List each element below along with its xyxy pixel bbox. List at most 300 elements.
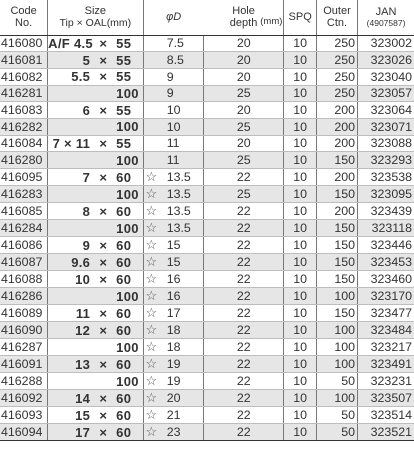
size-tip-value: 9: [82, 237, 91, 253]
cell-outer-diameter: 16: [165, 288, 204, 305]
cell-star-mark: [143, 85, 165, 102]
cell-outer-carton: 250: [316, 85, 357, 102]
table-row: [0, 356, 414, 373]
size-tip-value: 7 × 11: [52, 135, 91, 151]
size-tip-value: 9.6: [71, 254, 91, 270]
table-row: [0, 339, 414, 356]
cell-jan: 323217: [358, 339, 414, 356]
size-tip: [48, 103, 90, 118]
cell-outer-diameter: 18: [165, 339, 204, 356]
cell-code: 416080: [0, 35, 48, 52]
size-oal-value: 60: [116, 424, 132, 440]
cell-jan: 323026: [358, 52, 414, 69]
cell-star-mark: ☆: [143, 390, 165, 407]
cell-size: [48, 407, 143, 424]
cell-outer-diameter: 16: [165, 271, 204, 288]
table-row: [0, 407, 414, 424]
cell-star-mark: ☆: [143, 305, 165, 322]
cell-spq: 10: [284, 186, 317, 203]
size-oal-value: 55: [116, 69, 132, 85]
cell-outer-carton: 200: [316, 135, 357, 152]
cell-outer-diameter: 13.5: [165, 203, 204, 220]
cell-jan: 323071: [358, 118, 414, 135]
cell-hole-depth: 22: [204, 390, 284, 407]
cell-outer-diameter: 7.5: [165, 35, 204, 52]
header-jan: [358, 0, 414, 35]
cell-size: [48, 237, 143, 254]
cell-jan: 323446: [358, 237, 414, 254]
cell-outer-diameter: 15: [165, 237, 204, 254]
size-oal-value: 60: [116, 237, 132, 253]
cell-star-mark: ☆: [143, 356, 165, 373]
cell-size: [48, 52, 143, 69]
cell-outer-diameter: 19: [165, 356, 204, 373]
size-times-sign: ×: [99, 169, 107, 185]
size-tip: [48, 69, 90, 84]
cell-hole-depth: 22: [204, 203, 284, 220]
size-oal-value: 60: [116, 390, 132, 406]
size-times-sign: ×: [99, 356, 107, 372]
table-row: [0, 85, 414, 102]
cell-size: [48, 186, 143, 203]
header-jan-subtitle: (4907587): [366, 17, 406, 28]
cell-spq: 10: [284, 339, 317, 356]
cell-outer-diameter: 13.5: [165, 220, 204, 237]
header-size-title: Size: [84, 5, 107, 18]
table-row: [0, 152, 414, 169]
cell-spq: 10: [284, 288, 317, 305]
header-code: [0, 0, 48, 35]
cell-outer-diameter: 13.5: [165, 186, 204, 203]
cell-code: 416086: [0, 237, 48, 254]
cell-jan: 323521: [358, 424, 414, 441]
cell-hole-depth: 22: [204, 373, 284, 390]
cell-hole-depth: 25: [204, 186, 284, 203]
size-tip: [48, 170, 90, 185]
cell-star-mark: ☆: [143, 339, 165, 356]
cell-outer-carton: 250: [316, 52, 357, 69]
cell-star-mark: [143, 35, 165, 52]
cell-hole-depth: 22: [204, 322, 284, 339]
cell-code: 416092: [0, 390, 48, 407]
size-times-sign: ×: [99, 102, 107, 118]
cell-star-mark: [143, 102, 165, 119]
size-tip: [48, 306, 90, 321]
cell-jan: 323118: [358, 220, 414, 237]
cell-size: [48, 203, 143, 220]
size-tip-value: 13: [75, 356, 91, 372]
header-spq: [284, 0, 317, 35]
cell-hole-depth: 20: [204, 35, 284, 52]
cell-spq: 10: [284, 203, 317, 220]
cell-outer-diameter: 11: [165, 135, 204, 152]
cell-size: [48, 356, 143, 373]
cell-jan: 323507: [358, 390, 414, 407]
size-oal-value: 60: [116, 305, 132, 321]
size-tip-value: 5: [82, 52, 91, 68]
cell-code: 416081: [0, 52, 48, 69]
header-hole-subtitle: depth: [229, 17, 258, 30]
size-oal-value: 60: [116, 169, 132, 185]
cell-hole-depth: 22: [204, 424, 284, 441]
cell-outer-carton: 150: [316, 305, 357, 322]
cell-size: [48, 68, 143, 85]
cell-jan: 323002: [358, 35, 414, 52]
cell-spq: 10: [284, 102, 317, 119]
size-oal-value: 60: [116, 322, 132, 338]
cell-code: 416280: [0, 152, 48, 169]
cell-hole-depth: 22: [204, 288, 284, 305]
cell-spq: 10: [284, 118, 317, 135]
cell-outer-diameter: 11: [165, 152, 204, 169]
cell-code: 416082: [0, 68, 48, 85]
cell-jan: 323460: [358, 271, 414, 288]
size-tip: [48, 425, 90, 440]
size-tip-value: 10: [75, 271, 91, 287]
cell-star-mark: ☆: [143, 373, 165, 390]
cell-hole-depth: 25: [204, 85, 284, 102]
cell-outer-diameter: 17: [165, 305, 204, 322]
size-oal-value: 55: [116, 35, 132, 51]
cell-outer-diameter: 10: [165, 118, 204, 135]
table-row: [0, 237, 414, 254]
size-times-sign: ×: [99, 254, 107, 270]
cell-size: [48, 85, 143, 102]
size-oal-value: 55: [116, 135, 132, 151]
size-oal-value: 60: [116, 356, 132, 372]
cell-outer-carton: 200: [316, 102, 357, 119]
size-tip: [48, 255, 90, 270]
cell-code: 416284: [0, 220, 48, 237]
cell-jan: 323491: [358, 356, 414, 373]
table-row: [0, 373, 414, 390]
cell-hole-depth: 25: [204, 152, 284, 169]
header-spq-label: SPQ: [288, 11, 312, 24]
cell-outer-carton: 100: [316, 339, 357, 356]
cell-code: 416281: [0, 85, 48, 102]
cell-outer-carton: 150: [316, 152, 357, 169]
header-outer-diameter: [143, 0, 204, 35]
cell-spq: 10: [284, 322, 317, 339]
cell-hole-depth: 22: [204, 237, 284, 254]
cell-hole-depth: 22: [204, 271, 284, 288]
cell-star-mark: [143, 135, 165, 152]
header-outer-title: Outer: [323, 5, 351, 18]
size-times-sign: ×: [99, 35, 107, 51]
cell-outer-carton: 250: [316, 35, 357, 52]
cell-size: [48, 322, 143, 339]
header-unit-mm: (mm): [260, 16, 283, 27]
cell-jan: 323170: [358, 288, 414, 305]
cell-outer-diameter: 9: [165, 85, 204, 102]
size-times-sign: ×: [99, 135, 107, 151]
cell-hole-depth: 22: [204, 407, 284, 424]
cell-code: 416283: [0, 186, 48, 203]
cell-code: 416090: [0, 322, 48, 339]
size-tip: [48, 272, 90, 287]
cell-code: 416083: [0, 102, 48, 119]
cell-outer-diameter: 8.5: [165, 52, 204, 69]
size-tip-value: 7: [82, 169, 91, 185]
header-size: [48, 0, 143, 35]
cell-jan: 323477: [358, 305, 414, 322]
cell-jan: 323088: [358, 135, 414, 152]
cell-size: [48, 220, 143, 237]
cell-outer-diameter: 21: [165, 407, 204, 424]
cell-outer-carton: 50: [316, 407, 357, 424]
cell-hole-depth: 20: [204, 68, 284, 85]
cell-size: [48, 305, 143, 322]
size-oal-value: 60: [116, 254, 132, 270]
cell-jan: 323514: [358, 407, 414, 424]
header-outer-diameter-label: φD: [166, 11, 182, 24]
size-times-sign: ×: [99, 237, 107, 253]
cell-jan: 323095: [358, 186, 414, 203]
cell-size: [48, 390, 143, 407]
size-tip-value: 6: [82, 102, 91, 118]
size-tip-value: 14: [75, 390, 91, 406]
cell-spq: 10: [284, 135, 317, 152]
size-times-sign: ×: [99, 271, 107, 287]
table-row: [0, 102, 414, 119]
size-tip-value: 4.5: [73, 35, 93, 51]
cell-outer-carton: 150: [316, 220, 357, 237]
cell-code: 416087: [0, 254, 48, 271]
table-row: [0, 305, 414, 322]
cell-outer-carton: 100: [316, 390, 357, 407]
size-tip: [48, 238, 90, 253]
cell-code: 416091: [0, 356, 48, 373]
cell-jan: 323439: [358, 203, 414, 220]
cell-size: [48, 254, 143, 271]
table-row: [0, 169, 414, 186]
cell-outer-carton: 50: [316, 424, 357, 441]
cell-size: [48, 288, 143, 305]
cell-star-mark: ☆: [143, 322, 165, 339]
size-oal-value: 55: [116, 52, 132, 68]
cell-spq: 10: [284, 237, 317, 254]
cell-star-mark: [143, 152, 165, 169]
table-row: [0, 118, 414, 135]
cell-jan: 323293: [358, 152, 414, 169]
cell-jan: 323040: [358, 68, 414, 85]
size-tip: [48, 204, 90, 219]
cell-spq: 10: [284, 220, 317, 237]
cell-outer-carton: 250: [316, 68, 357, 85]
size-tip-value: 8: [82, 203, 91, 219]
cell-code: 416088: [0, 271, 48, 288]
table-row: [0, 288, 414, 305]
size-oal-value: 100: [116, 85, 139, 101]
cell-hole-depth: 20: [204, 135, 284, 152]
cell-outer-diameter: 9: [165, 68, 204, 85]
cell-outer-carton: 150: [316, 254, 357, 271]
size-tip: [48, 391, 90, 406]
cell-spq: 10: [284, 356, 317, 373]
table-header: [0, 0, 414, 35]
size-oal-value: 100: [116, 119, 139, 135]
cell-outer-carton: 200: [316, 203, 357, 220]
cell-code: 416093: [0, 407, 48, 424]
cell-star-mark: ☆: [143, 271, 165, 288]
size-oal-value: 100: [116, 339, 139, 355]
cell-size: [48, 169, 143, 186]
cell-spq: 10: [284, 373, 317, 390]
cell-spq: 10: [284, 68, 317, 85]
cell-hole-depth: 25: [204, 118, 284, 135]
cell-star-mark: ☆: [143, 237, 165, 254]
size-tip: [48, 323, 90, 338]
header-hole-depth: [204, 0, 284, 35]
cell-outer-diameter: 13.5: [165, 169, 204, 186]
cell-spq: 10: [284, 254, 317, 271]
header-code-label: Code No.: [10, 5, 37, 30]
cell-code: 416089: [0, 305, 48, 322]
size-oal-value: 100: [116, 152, 139, 168]
cell-outer-diameter: 19: [165, 373, 204, 390]
cell-hole-depth: 20: [204, 102, 284, 119]
table-row: [0, 424, 414, 441]
cell-hole-depth: 22: [204, 254, 284, 271]
size-tip-value: 15: [75, 407, 91, 423]
cell-code: 416287: [0, 339, 48, 356]
header-size-subtitle: Tip × OAL(mm): [59, 17, 132, 30]
cell-star-mark: ☆: [143, 254, 165, 271]
size-times-sign: ×: [99, 390, 107, 406]
cell-outer-carton: 150: [316, 237, 357, 254]
size-oal-value: 60: [116, 271, 132, 287]
cell-jan: 323057: [358, 85, 414, 102]
table-row: [0, 135, 414, 152]
cell-spq: 10: [284, 305, 317, 322]
size-times-sign: ×: [99, 305, 107, 321]
cell-star-mark: [143, 68, 165, 85]
size-tip: [48, 136, 90, 151]
cell-jan: 323538: [358, 169, 414, 186]
size-tip-value: 11: [75, 305, 91, 321]
cell-outer-carton: 100: [316, 288, 357, 305]
cell-code: 416085: [0, 203, 48, 220]
cell-code: 416282: [0, 118, 48, 135]
cell-hole-depth: 22: [204, 305, 284, 322]
size-oal-value: 100: [116, 373, 139, 389]
cell-star-mark: ☆: [143, 424, 165, 441]
header-outer-subtitle: Ctn.: [326, 17, 348, 30]
cell-size: [48, 339, 143, 356]
size-tip-value: 12: [75, 322, 91, 338]
cell-size: [48, 35, 143, 52]
size-oal-value: 60: [116, 203, 132, 219]
cell-outer-diameter: 20: [165, 390, 204, 407]
cell-code: 416094: [0, 424, 48, 441]
cell-hole-depth: 22: [204, 339, 284, 356]
cell-spq: 10: [284, 85, 317, 102]
size-times-sign: ×: [99, 203, 107, 219]
cell-size: [48, 271, 143, 288]
table-row: [0, 390, 414, 407]
header-outer-carton: [316, 0, 357, 35]
cell-size: [48, 424, 143, 441]
size-tip-value: 17: [75, 424, 91, 440]
size-times-sign: ×: [99, 322, 107, 338]
cell-jan: 323231: [358, 373, 414, 390]
cell-spq: 10: [284, 169, 317, 186]
size-times-sign: ×: [99, 424, 107, 440]
size-oal-value: 100: [116, 288, 139, 304]
cell-code: 416095: [0, 169, 48, 186]
cell-spq: 10: [284, 35, 317, 52]
size-tip-value: 5.5: [71, 69, 91, 85]
table-row: [0, 35, 414, 52]
size-times-sign: ×: [99, 407, 107, 423]
cell-jan: 323064: [358, 102, 414, 119]
size-tip: [48, 357, 90, 372]
cell-spq: 10: [284, 152, 317, 169]
cell-spq: 10: [284, 390, 317, 407]
cell-hole-depth: 22: [204, 220, 284, 237]
cell-outer-carton: 150: [316, 271, 357, 288]
cell-star-mark: ☆: [143, 186, 165, 203]
size-tip: [48, 408, 90, 423]
cell-size: [48, 373, 143, 390]
cell-outer-carton: 200: [316, 118, 357, 135]
size-oal-value: 55: [116, 102, 132, 118]
cell-spq: 10: [284, 407, 317, 424]
cell-outer-diameter: 23: [165, 424, 204, 441]
cell-star-mark: ☆: [143, 203, 165, 220]
cell-size: [48, 118, 143, 135]
cell-spq: 10: [284, 271, 317, 288]
cell-hole-depth: 22: [204, 169, 284, 186]
cell-code: 416288: [0, 373, 48, 390]
cell-code: 416084: [0, 135, 48, 152]
cell-outer-diameter: 15: [165, 254, 204, 271]
cell-jan: 323484: [358, 322, 414, 339]
table-row: [0, 52, 414, 69]
table-row: [0, 322, 414, 339]
cell-size: [48, 135, 143, 152]
size-tip: [48, 35, 93, 51]
table-body: [0, 35, 414, 441]
cell-star-mark: ☆: [143, 288, 165, 305]
cell-jan: 323453: [358, 254, 414, 271]
cell-hole-depth: 22: [204, 356, 284, 373]
cell-outer-carton: 100: [316, 356, 357, 373]
table-row: [0, 68, 414, 85]
size-times-sign: ×: [99, 52, 107, 68]
cell-code: 416286: [0, 288, 48, 305]
cell-star-mark: ☆: [143, 169, 165, 186]
size-oal-value: 100: [116, 220, 139, 236]
cell-outer-carton: 200: [316, 169, 357, 186]
table-row: [0, 254, 414, 271]
size-times-sign: ×: [99, 69, 107, 85]
table-row: [0, 203, 414, 220]
cell-star-mark: ☆: [143, 407, 165, 424]
cell-star-mark: ☆: [143, 220, 165, 237]
cell-star-mark: [143, 118, 165, 135]
cell-outer-diameter: 10: [165, 102, 204, 119]
cell-spq: 10: [284, 52, 317, 69]
header-jan-title: JAN: [375, 5, 397, 18]
cell-outer-carton: 100: [316, 322, 357, 339]
cell-size: [48, 102, 143, 119]
size-tip: [48, 53, 90, 68]
table-row: [0, 186, 414, 203]
table-row: [0, 271, 414, 288]
cell-outer-carton: 50: [316, 373, 357, 390]
size-oal-value: 100: [116, 186, 139, 202]
